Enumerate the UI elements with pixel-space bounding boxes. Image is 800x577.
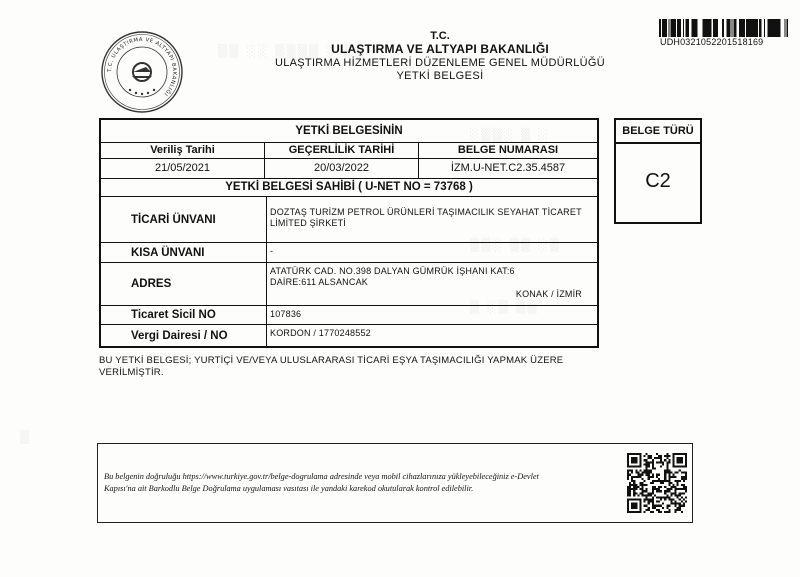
header-ministry: ULAŞTIRMA VE ALTYAPI BAKANLIĞI bbox=[331, 42, 549, 56]
tax-office-label: Vergi Dairesi / NO bbox=[101, 325, 267, 346]
address-city: KONAK / İZMİR bbox=[515, 289, 582, 299]
certificate-number-label: BELGE NUMARASI bbox=[419, 143, 597, 159]
short-name-label: KISA ÜNVANI bbox=[101, 243, 267, 263]
validity-date: 20/03/2022 bbox=[265, 159, 419, 179]
verification-line2: Kapısı'na ait Barkodlu Belge Doğrulama uygulaması vasıtası ile yandaki karekod okutularak kontrol edilebilir. bbox=[104, 484, 474, 493]
barcode bbox=[658, 19, 788, 37]
verification-box bbox=[97, 443, 693, 523]
trade-name-cell bbox=[267, 197, 597, 243]
registry-number: 107836 bbox=[267, 306, 597, 325]
certificate-number: İZM.U-NET.C2.35.4587 bbox=[419, 159, 597, 179]
trade-name-label: TİCARİ ÜNVANI bbox=[101, 197, 267, 243]
svg-text:T.C. ULAŞTIRMA VE ALTYAPI BAKA: T.C. ULAŞTIRMA VE ALTYAPI BAKANLIĞI bbox=[106, 36, 178, 97]
verification-text bbox=[104, 471, 599, 495]
validity-date-label: GEÇERLİLİK TARİHİ bbox=[265, 143, 419, 159]
print-through: ░▒▒░ ▒ ░ bbox=[470, 128, 550, 142]
trade-name-line2: LİMİTED ŞİRKETİ bbox=[270, 218, 347, 228]
certificate-table bbox=[99, 118, 599, 348]
ministry-seal bbox=[100, 30, 184, 114]
trade-name-line1: DOZTAŞ TURİZM PETROL ÜRÜNLERİ TAŞIMACILIK SEYAHAT TİCARET bbox=[270, 207, 582, 217]
tax-office: KORDON / 1770248552 bbox=[270, 328, 371, 338]
barcode-number: UDH0321052201518169 bbox=[660, 37, 764, 47]
issue-date-label: Veriliş Tarihi bbox=[101, 143, 265, 159]
print-through: ▒▒░ ▒▒ ░▒ bbox=[470, 238, 561, 252]
verification-line1: Bu belgenin doğruluğu https://www.turkiye.gov.tr/belge-dogrulama adresinde veya mobil cihazlarınıza yükleyebileceğiniz e-Devlet bbox=[104, 472, 539, 481]
note-line2: VERİLMİŞTİR. bbox=[99, 367, 164, 378]
print-through: ▒ bbox=[20, 430, 32, 444]
print-through: ▒ ░▒ ▒▒ bbox=[470, 300, 539, 314]
short-name: - bbox=[267, 243, 597, 263]
verification-qr-code[interactable] bbox=[627, 453, 687, 513]
document-type-value: C2 bbox=[645, 170, 671, 192]
address-cell bbox=[267, 263, 597, 306]
document-type-label: BELGE TÜRÜ bbox=[616, 120, 700, 144]
certificate-note bbox=[99, 355, 579, 379]
section-title: YETKİ BELGESİNİN bbox=[101, 120, 597, 143]
address-label: ADRES bbox=[101, 263, 267, 306]
print-through: ▒▒ ░░ ▒▒▒▒ ░ ▒▒ bbox=[218, 44, 367, 58]
issue-date: 21/05/2021 bbox=[101, 159, 265, 179]
address-line2: DAİRE:611 ALSANCAK bbox=[270, 277, 368, 287]
owner-title: YETKİ BELGESİ SAHİBİ ( U-NET NO = 73768 ) bbox=[101, 179, 597, 197]
document-type-box bbox=[614, 118, 702, 224]
note-line1: BU YETKİ BELGESİ; YURTİÇİ VE/VEYA ULUSLARARASI TİCARİ EŞYA TAŞIMACILIĞI YAPMAK ÜZERE bbox=[99, 355, 564, 366]
registry-label: Ticaret Sicil NO bbox=[101, 306, 267, 325]
header-document-title: YETKİ BELGESİ bbox=[396, 70, 484, 82]
address-line1: ATATÜRK CAD. NO.398 DALYAN GÜMRÜK İŞHANI KAT:6 bbox=[270, 266, 515, 276]
header-directorate: ULAŞTIRMA HİZMETLERİ DÜZENLEME GENEL MÜDÜRLÜĞÜ bbox=[275, 57, 605, 69]
header-line-tc: T.C. bbox=[430, 30, 450, 42]
